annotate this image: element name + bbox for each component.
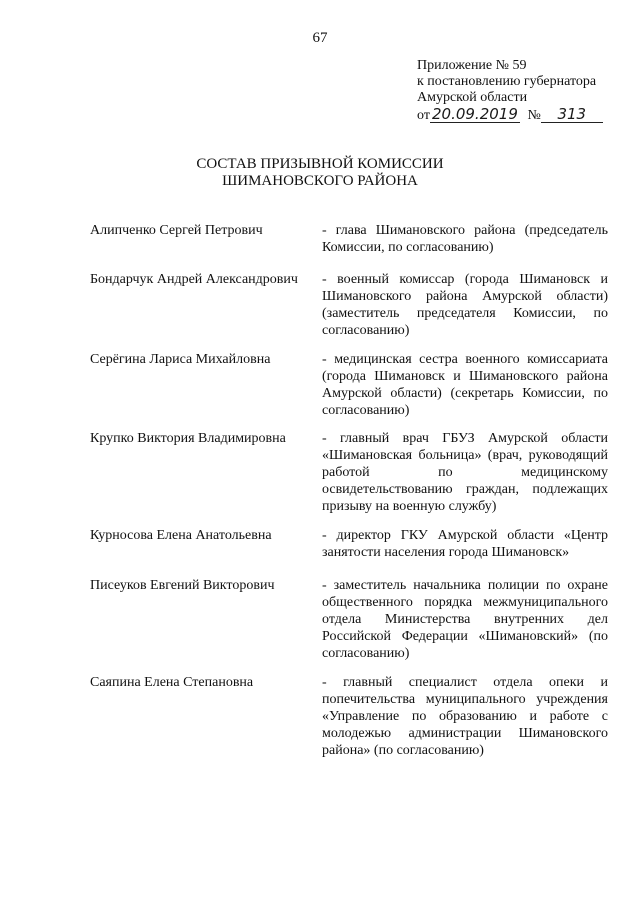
- handwritten-date: 20.09.2019: [430, 106, 520, 123]
- appendix-block: [417, 58, 603, 124]
- member-role: - медицинская сестра военного комиссариата (города Шимановск и Шимановского района Амурской области) (секретарь Комиссии, по согласованию): [322, 352, 608, 418]
- appendix-line-1: Приложение № 59: [417, 58, 527, 73]
- member-role: - заместитель начальника полиции по охране общественного порядка межмуниципального отдела Министерства внутренних дел Российской Федерации «Шимановский» (по согласованию): [322, 578, 608, 661]
- member-role: - главный врач ГБУЗ Амурской области «Шимановская больница» (врач, руководящий работой по медицинскому освидетельствованию граждан, подлежащих призыву на военную службу): [322, 431, 608, 514]
- page-number: 67: [312, 30, 328, 46]
- appendix-date-line: [417, 106, 603, 124]
- title-line-2: ШИМАНОВСКОГО РАЙОНА: [222, 173, 418, 189]
- title-line-1: СОСТАВ ПРИЗЫВНОЙ КОМИССИИ: [196, 156, 444, 172]
- handwritten-number: 313: [541, 106, 603, 123]
- member-name: Курносова Елена Анатольевна: [90, 528, 272, 543]
- member-name: Алипченко Сергей Петрович: [90, 223, 263, 238]
- member-role: - глава Шимановского района (председатель Комиссии, по согласованию): [322, 223, 608, 255]
- member-name: Серёгина Лариса Михайловна: [90, 352, 271, 367]
- member-name: Писеуков Евгений Викторович: [90, 578, 275, 593]
- appendix-line-3: Амурской области: [417, 90, 528, 105]
- member-name: Саяпина Елена Степановна: [90, 675, 254, 690]
- member-role: - военный комиссар (города Шимановск и Шимановского района Амурской области) (заместитель председателя Комиссии, по согласованию): [322, 272, 608, 338]
- member-name: Бондарчук Андрей Александрович: [90, 272, 298, 287]
- number-prefix: №: [527, 108, 541, 123]
- member-role: - главный специалист отдела опеки и попечительства муниципального учреждения «Управление по образованию и работе с молодежью администрации Шимановского района» (по согласованию): [322, 675, 608, 758]
- member-name: Крупко Виктория Владимировна: [90, 431, 286, 446]
- appendix-line-2: к постановлению губернатора: [417, 74, 597, 89]
- document-title: [0, 156, 640, 190]
- date-prefix: от: [417, 108, 430, 123]
- member-role: - директор ГКУ Амурской области «Центр занятости населения города Шимановск»: [322, 528, 608, 560]
